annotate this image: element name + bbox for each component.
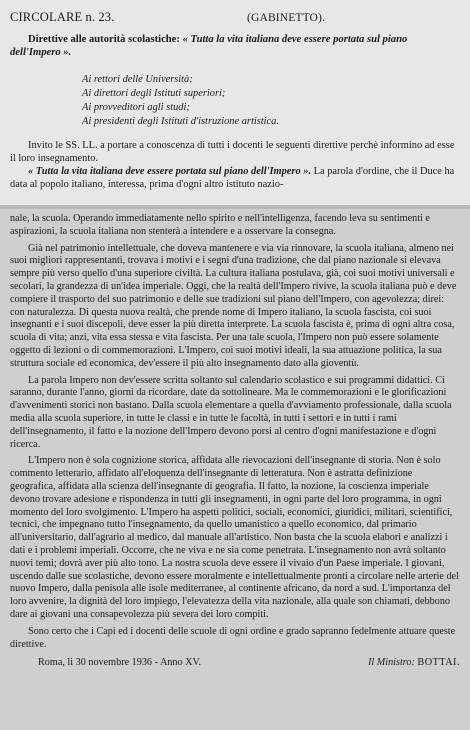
- minister-name: BOTTAI.: [417, 657, 460, 669]
- place-date: Roma, li 30 novembre 1936 - Anno XV.: [38, 657, 202, 669]
- subject-quote: « Tutta la vita italiana deve essere portata sul piano dell'Impero ».: [10, 34, 408, 58]
- body-paragraph-2: La parola Impero non dev'essere scritta soltanto sul calendario scolastico e sui programmi didattici. Ci saranno, durante l'anno, giorni da ricordare, date da sottolineare. Ma le commemorazioni e le glorificazioni d'avvenimenti storici non bastano. Dalla scuola elementare a quella d'avviamento professionale, dalla scuola media alla scuola superiore, in tutte le classi e in tutte le facoltà, in tutti i settori e in tutti i rami dell'insegnamento, il fatto e la nozione dell'Impero devono porsi al centro d'ogni manifestazione e d'ogni ricerca.: [10, 374, 452, 450]
- gabinetto-label: (GABINETTO).: [247, 11, 325, 24]
- subject-line: [10, 33, 460, 59]
- body-paragraph-1: Già nel patrimonio intellettuale, che doveva mantenere e via via rinnovare, la scuola italiana, almeno nei suoi migliori rappresentanti, trovava i motivi e i segni d'una tradizione, che dal piano nazionale si elevava sempre più verso quello d'una superiore civiltà. La cultura italiana postulava, già, coi suoi motivi universali e secolari, la grandezza di un'idea imperiale. Oggi, che la realtà dell'Impero rivive, la scuola italiana può e deve compiere il trasporto del suo patrimonio e delle sue tradizioni sul piano dell'Impero, con agevolezza; direi: con naturalezza. Di questa nuova realtà, che prende nome di Impero italiano, la scuola fascista, coi suoi insegnanti e i suoi discepoli, deve esser la più diretta interprete. La scuola fascista è, prima di ogni altra cosa, scuola di vita; anzi, vita essa stessa e vita fascista. Per una tale scuola, l'Impero non può essere solamente oggetto di lezioni o di commemorazioni. L'Impero, coi suoi motivi ideali, la sua attuazione politica, la sua struttura sociale ed economica, dev'essere il più alto insegnamento dato alla gioventù.: [10, 242, 457, 369]
- addressee-item: Ai presidenti degli Istituti d'istruzione artistica.: [82, 116, 279, 127]
- signoff: [10, 657, 460, 668]
- addressee-item: Ai provveditori agli studi;: [82, 102, 190, 113]
- intro-quote: « Tutta la vita italiana deve essere portata sul piano dell'Impero ».: [28, 166, 312, 177]
- subject-prefix: Direttive alle autorità scolastiche:: [28, 34, 180, 45]
- bottom-scan-section: [0, 209, 470, 730]
- minister-label: Il Ministro:: [367, 657, 415, 669]
- circolare-number: CIRCOLARE n. 23.: [10, 10, 115, 24]
- top-scan-section: [0, 0, 470, 205]
- intro-text: [10, 139, 460, 191]
- intro-continuation: La parola d'ordine, che il Duce ha data al popolo italiano, interessa, prima d'ogni altro istituto nazio-: [10, 166, 455, 190]
- document-header: [10, 10, 460, 25]
- addressee-item: Ai direttori degli Istituti superiori;: [82, 88, 226, 99]
- addressee-item: Ai rettori delle Università;: [82, 74, 193, 85]
- intro-paragraph-1: Invito le SS. LL. a portare a conoscenza di tutti i docenti le seguenti direttive perchè informino ad esse il loro insegnamento.: [10, 140, 455, 164]
- minister-signature: [368, 657, 460, 668]
- body-paragraph-3: L'Impero non è sola cognizione storica, affidata alle rievocazioni dell'insegnante di storia. Non è solo commento letterario, affidato all'eloquenza dell'insegnante di letteratura. Non è astratta definizione geografica, affidata alla scienza dell'insegnante di geografia. Il fatto, la nozione, la coscienza imperiale devono trovare adesione e rispondenza in tutti gli insegnamenti, in ogni parte del loro programma, in ogni momento del loro svolgimento. L'Impero ha aspetti politici, sociali, economici, giuridici, militari, scientifici, tecnici, che impegnano tutto l'insegnamento, da quello umanistico a quello economico, dal primario all'universitario, dall'agrario al medico, dal manuale all'artistico. Non basta che la scuola elabori e analizzi i dati e i problemi imperiali. Occorre, che ne viva e ne sia come penetrata. L'insegnamento non avrà soltanto nuovi temi; dovrà aver più alto tono. La nostra scuola deve essere il vivaio d'un Paese imperiale. I giovani, uscendo dalle sue scolastiche, devono essere moralmente e intellettualmente pronti a circolare nelle arterie del nuovo Impero, dalla penisola alle isole mediterranee, al continente africano, da nord a sud. L'importanza del loro avvenire, la dignità del loro impiego, l'elevatezza della vita nazionale, alla quale son chiamati, debbono dare ai giovani una consapevolezza più severa dei loro compiti.: [10, 455, 459, 620]
- addressee-list: [10, 73, 460, 129]
- body-paragraph-4: Sono certo che i Capi ed i docenti delle scuole di ogni ordine e grado sapranno fedelmente attuare queste direttive.: [10, 625, 456, 650]
- body-paragraph-0: nale, la scuola. Operando immediatamente nello spirito e nell'intelligenza, facendo leva su sentimenti e aspirazioni, la scuola italiana non stenterà a intendere e a osservare la consegna.: [10, 213, 430, 237]
- intro-paragraph-2: [10, 165, 460, 191]
